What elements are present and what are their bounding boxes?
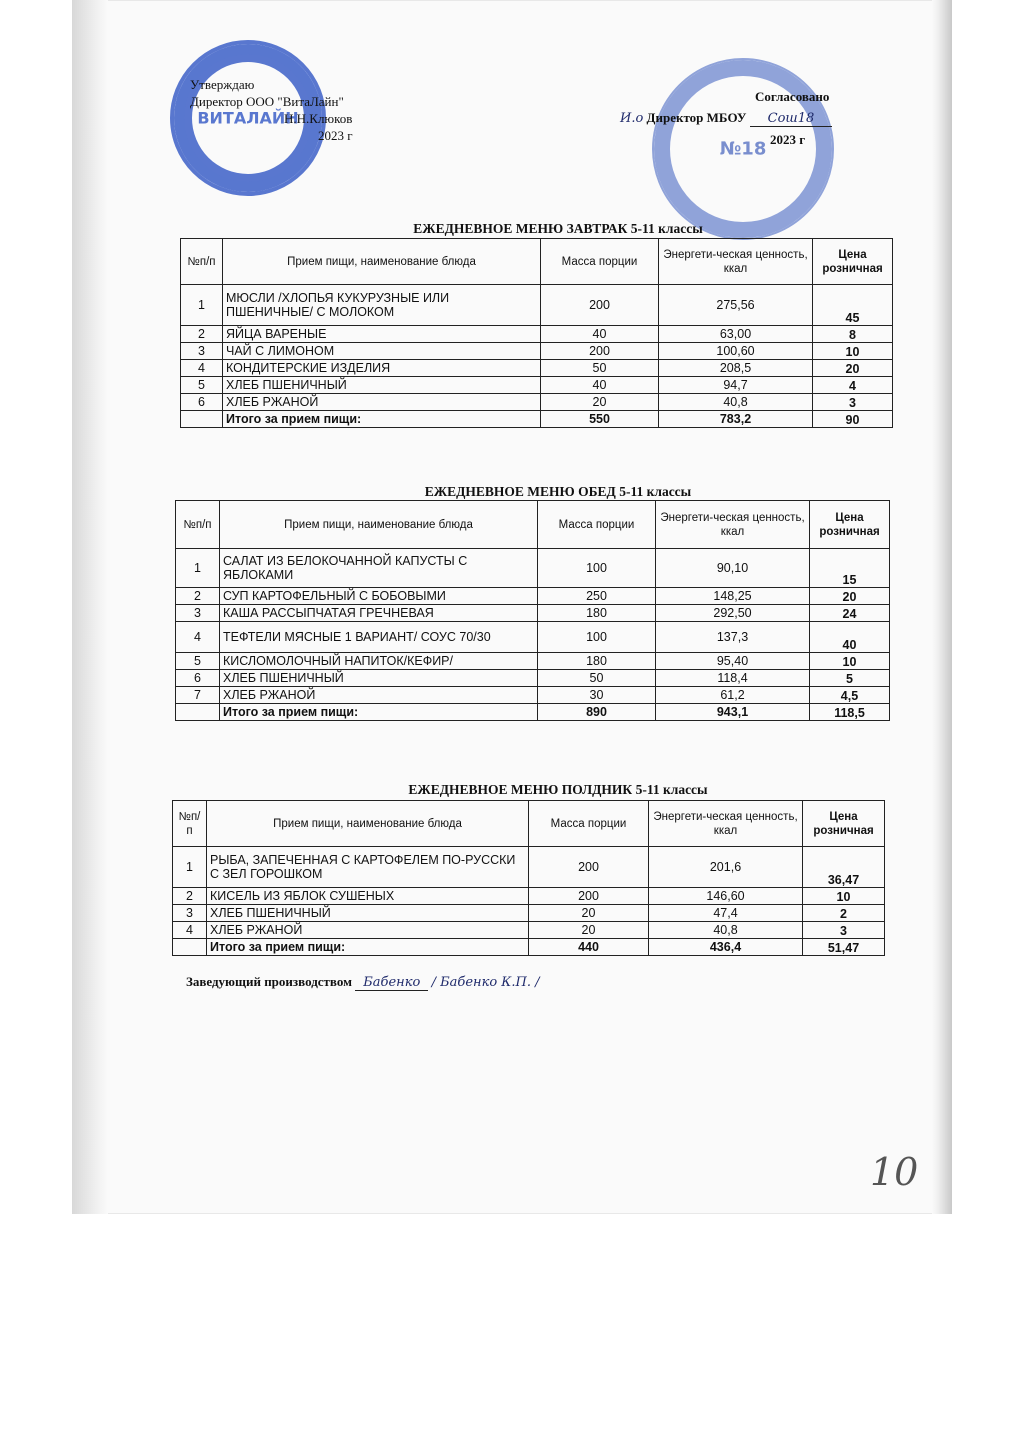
lunch-cell-energy: 118,4	[656, 670, 810, 687]
table-row	[181, 285, 893, 326]
snack-table	[172, 800, 885, 956]
lunch-cell-name: СУП КАРТОФЕЛЬНЫЙ С БОБОВЫМИ	[220, 588, 538, 605]
table-row	[181, 326, 893, 343]
snack-total-cell: 51,47	[803, 939, 885, 956]
breakfast-cell-name: ХЛЕБ РЖАНОЙ	[223, 394, 541, 411]
breakfast-cell-energy: 63,00	[659, 326, 813, 343]
breakfast-cell-energy: 208,5	[659, 360, 813, 377]
lunch-cell-price: 5	[810, 670, 890, 687]
table-row	[181, 394, 893, 411]
lunch-cell-name: КАША РАССЫПЧАТАЯ ГРЕЧНЕВАЯ	[220, 605, 538, 622]
lunch-cell-energy: 61,2	[656, 687, 810, 704]
lunch-cell-mass: 180	[538, 605, 656, 622]
scan-edge-right	[932, 0, 952, 1214]
breakfast-header-cell: Масса порции	[541, 239, 659, 285]
breakfast-cell-mass: 200	[541, 343, 659, 360]
lunch-cell-n: 6	[176, 670, 220, 687]
breakfast-cell-n: 2	[181, 326, 223, 343]
breakfast-total-cell: 90	[813, 411, 893, 428]
approval-block-left	[190, 76, 353, 144]
page-number: 10	[870, 1150, 919, 1194]
lunch-cell-name: КИСЛОМОЛОЧНЫЙ НАПИТОК/КЕФИР/	[220, 653, 538, 670]
breakfast-cell-mass: 50	[541, 360, 659, 377]
lunch-total-cell	[176, 704, 220, 721]
breakfast-header-cell: Энергети-ческая ценность, ккал	[659, 239, 813, 285]
lunch-cell-name: САЛАТ ИЗ БЕЛОКОЧАННОЙ КАПУСТЫ С ЯБЛОКАМИ	[220, 549, 538, 588]
lunch-cell-n: 3	[176, 605, 220, 622]
lunch-cell-price: 4,5	[810, 687, 890, 704]
breakfast-cell-price: 45	[813, 285, 893, 326]
snack-cell-mass: 20	[529, 905, 649, 922]
approval-left-line3: Н.Н.Клюков	[284, 111, 353, 126]
approval-right-line1: Согласовано	[755, 89, 830, 104]
snack-cell-mass: 200	[529, 888, 649, 905]
approval-right-handwritten: Сош18	[750, 111, 833, 127]
table-row	[176, 549, 890, 588]
footer-signature: Бабенко	[355, 975, 428, 991]
breakfast-cell-price: 20	[813, 360, 893, 377]
breakfast-cell-n: 1	[181, 285, 223, 326]
lunch-cell-name: ТЕФТЕЛИ МЯСНЫЕ 1 ВАРИАНТ/ СОУС 70/30	[220, 622, 538, 653]
breakfast-cell-mass: 20	[541, 394, 659, 411]
lunch-cell-price: 40	[810, 622, 890, 653]
company-seal-text: ВИТАЛАЙН	[197, 108, 299, 128]
breakfast-header-cell: Прием пищи, наименование блюда	[223, 239, 541, 285]
lunch-cell-price: 15	[810, 549, 890, 588]
approval-left-line2: Директор ООО "ВитаЛайн"	[190, 94, 344, 109]
snack-cell-price: 36,47	[803, 847, 885, 888]
table-row	[181, 360, 893, 377]
lunch-total-cell: 118,5	[810, 704, 890, 721]
lunch-total-cell: Итого за прием пищи:	[220, 704, 538, 721]
snack-cell-name: ХЛЕБ РЖАНОЙ	[207, 922, 529, 939]
breakfast-cell-energy: 40,8	[659, 394, 813, 411]
lunch-cell-n: 2	[176, 588, 220, 605]
breakfast-cell-n: 3	[181, 343, 223, 360]
lunch-cell-n: 7	[176, 687, 220, 704]
lunch-total-cell: 890	[538, 704, 656, 721]
approval-left-line1: Утверждаю	[190, 77, 255, 92]
snack-total-cell: 436,4	[649, 939, 803, 956]
breakfast-cell-name: ЧАЙ С ЛИМОНОМ	[223, 343, 541, 360]
breakfast-cell-energy: 275,56	[659, 285, 813, 326]
snack-header-cell: №п/п	[173, 801, 207, 847]
lunch-header-cell: Энергети-ческая ценность, ккал	[656, 501, 810, 549]
table-row	[173, 905, 885, 922]
snack-cell-n: 4	[173, 922, 207, 939]
snack-header-cell: Прием пищи, наименование блюда	[207, 801, 529, 847]
snack-total-cell: 440	[529, 939, 649, 956]
breakfast-header-row	[181, 239, 893, 285]
lunch-header-row	[176, 501, 890, 549]
breakfast-cell-energy: 100,60	[659, 343, 813, 360]
breakfast-cell-energy: 94,7	[659, 377, 813, 394]
snack-cell-energy: 47,4	[649, 905, 803, 922]
snack-cell-price: 2	[803, 905, 885, 922]
breakfast-title: ЕЖЕДНЕВНОЕ МЕНЮ ЗАВТРАК 5-11 классы	[413, 221, 703, 236]
lunch-header-cell: Прием пищи, наименование блюда	[220, 501, 538, 549]
snack-header-cell: Масса порции	[529, 801, 649, 847]
breakfast-total-cell: 783,2	[659, 411, 813, 428]
breakfast-total-cell: 550	[541, 411, 659, 428]
lunch-cell-mass: 250	[538, 588, 656, 605]
table-row	[176, 622, 890, 653]
breakfast-cell-n: 4	[181, 360, 223, 377]
lunch-header-cell: Масса порции	[538, 501, 656, 549]
breakfast-header-cell: №п/п	[181, 239, 223, 285]
snack-cell-mass: 20	[529, 922, 649, 939]
lunch-title: ЕЖЕДНЕВНОЕ МЕНЮ ОБЕД 5-11 классы	[424, 484, 692, 499]
snack-total-row	[173, 939, 885, 956]
lunch-header-cell: №п/п	[176, 501, 220, 549]
snack-cell-price: 10	[803, 888, 885, 905]
lunch-cell-energy: 90,10	[656, 549, 810, 588]
approval-right-title: Директор МБОУ	[646, 110, 747, 125]
snack-cell-energy: 146,60	[649, 888, 803, 905]
snack-title: ЕЖЕДНЕВНОЕ МЕНЮ ПОЛДНИК 5-11 классы	[408, 782, 708, 797]
approval-left-line4: 2023 г	[318, 128, 353, 143]
table-row	[173, 847, 885, 888]
breakfast-total-row	[181, 411, 893, 428]
breakfast-cell-mass: 40	[541, 326, 659, 343]
breakfast-cell-name: ЯЙЦА ВАРЕНЫЕ	[223, 326, 541, 343]
lunch-cell-price: 24	[810, 605, 890, 622]
lunch-cell-energy: 292,50	[656, 605, 810, 622]
lunch-cell-energy: 148,25	[656, 588, 810, 605]
table-row	[176, 588, 890, 605]
lunch-table	[175, 500, 890, 721]
approval-right-prefix: И.о	[620, 111, 644, 126]
footer-label: Заведующий производством	[186, 974, 352, 989]
lunch-cell-n: 1	[176, 549, 220, 588]
lunch-cell-energy: 95,40	[656, 653, 810, 670]
table-row	[176, 687, 890, 704]
table-row	[173, 922, 885, 939]
snack-total-cell	[173, 939, 207, 956]
footer-name: / Бабенко К.П. /	[431, 975, 540, 990]
lunch-cell-name: ХЛЕБ ПШЕНИЧНЫЙ	[220, 670, 538, 687]
lunch-cell-mass: 100	[538, 549, 656, 588]
breakfast-cell-name: ХЛЕБ ПШЕНИЧНЫЙ	[223, 377, 541, 394]
snack-header-cell: Энергети-ческая ценность, ккал	[649, 801, 803, 847]
snack-cell-energy: 40,8	[649, 922, 803, 939]
table-row	[181, 343, 893, 360]
lunch-cell-mass: 180	[538, 653, 656, 670]
breakfast-cell-mass: 200	[541, 285, 659, 326]
table-row	[176, 670, 890, 687]
breakfast-total-cell	[181, 411, 223, 428]
snack-header-row	[173, 801, 885, 847]
lunch-total-row	[176, 704, 890, 721]
breakfast-cell-price: 3	[813, 394, 893, 411]
breakfast-cell-n: 6	[181, 394, 223, 411]
table-row	[181, 377, 893, 394]
breakfast-cell-price: 10	[813, 343, 893, 360]
lunch-total-cell: 943,1	[656, 704, 810, 721]
breakfast-table	[180, 238, 893, 428]
snack-cell-name: ХЛЕБ ПШЕНИЧНЫЙ	[207, 905, 529, 922]
breakfast-cell-price: 8	[813, 326, 893, 343]
table-row	[173, 888, 885, 905]
breakfast-header-cell: Цена розничная	[813, 239, 893, 285]
lunch-cell-n: 4	[176, 622, 220, 653]
lunch-cell-mass: 50	[538, 670, 656, 687]
table-row	[176, 605, 890, 622]
lunch-cell-name: ХЛЕБ РЖАНОЙ	[220, 687, 538, 704]
snack-cell-name: РЫБА, ЗАПЕЧЕННАЯ С КАРТОФЕЛЕМ ПО-РУССКИ С ЗЕЛ ГОРОШКОМ	[207, 847, 529, 888]
breakfast-cell-mass: 40	[541, 377, 659, 394]
breakfast-total-cell: Итого за прием пищи:	[223, 411, 541, 428]
snack-cell-n: 2	[173, 888, 207, 905]
breakfast-cell-price: 4	[813, 377, 893, 394]
scan-edge-left	[72, 0, 108, 1214]
footer-signature-line	[186, 974, 539, 991]
snack-cell-price: 3	[803, 922, 885, 939]
lunch-cell-n: 5	[176, 653, 220, 670]
snack-total-cell: Итого за прием пищи:	[207, 939, 529, 956]
breakfast-cell-name: МЮСЛИ /ХЛОПЬЯ КУКУРУЗНЫЕ ИЛИ ПШЕНИЧНЫЕ/ С МОЛОКОМ	[223, 285, 541, 326]
snack-header-cell: Цена розничная	[803, 801, 885, 847]
snack-cell-n: 3	[173, 905, 207, 922]
lunch-cell-mass: 100	[538, 622, 656, 653]
lunch-cell-price: 20	[810, 588, 890, 605]
school-seal-text: №18	[719, 138, 767, 160]
approval-right-line3: 2023 г	[770, 132, 806, 147]
table-row	[176, 653, 890, 670]
breakfast-cell-n: 5	[181, 377, 223, 394]
snack-cell-n: 1	[173, 847, 207, 888]
lunch-header-cell: Цена розничная	[810, 501, 890, 549]
snack-cell-name: КИСЕЛЬ ИЗ ЯБЛОК СУШЕНЫХ	[207, 888, 529, 905]
approval-block-right	[620, 86, 832, 150]
snack-cell-mass: 200	[529, 847, 649, 888]
lunch-cell-energy: 137,3	[656, 622, 810, 653]
breakfast-cell-name: КОНДИТЕРСКИЕ ИЗДЕЛИЯ	[223, 360, 541, 377]
lunch-cell-mass: 30	[538, 687, 656, 704]
approval-right-line2	[620, 107, 832, 129]
snack-cell-energy: 201,6	[649, 847, 803, 888]
lunch-cell-price: 10	[810, 653, 890, 670]
